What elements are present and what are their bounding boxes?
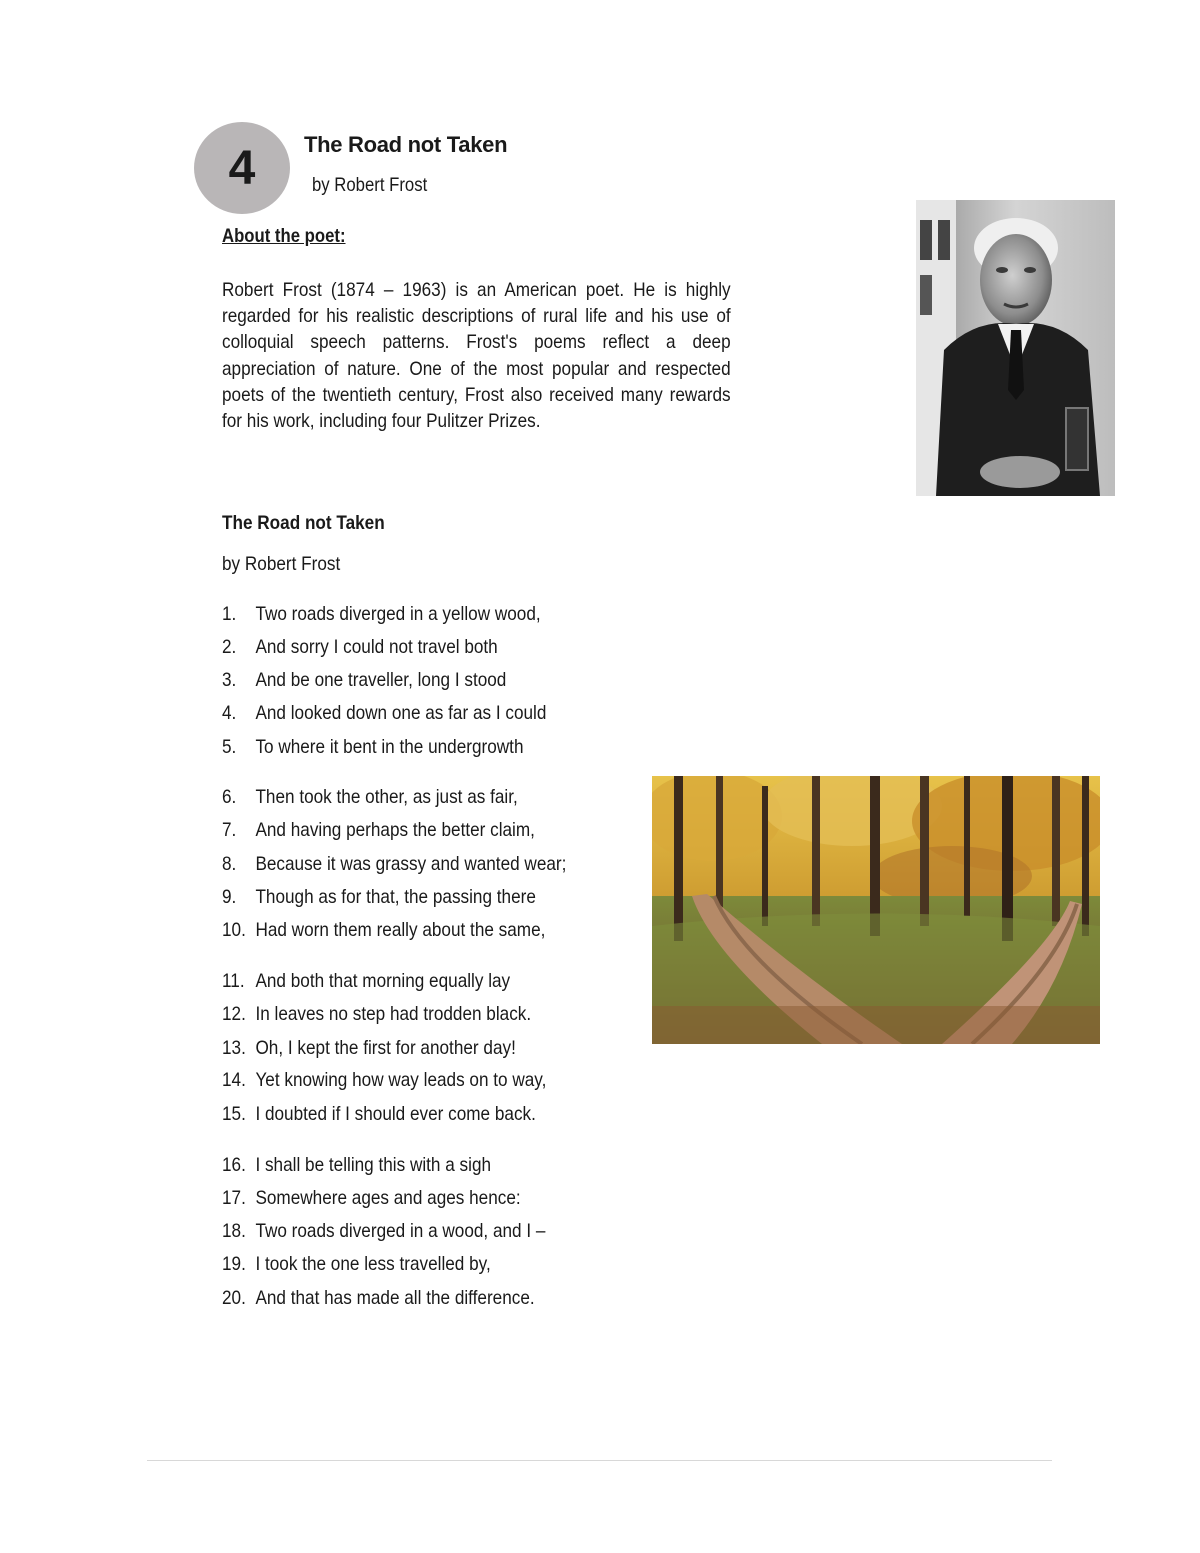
line-number: 4. bbox=[222, 702, 237, 724]
line-text: And having perhaps the better claim, bbox=[255, 819, 535, 841]
lesson-number-badge: 4 bbox=[194, 122, 290, 214]
poem-line bbox=[222, 853, 566, 876]
poem-line bbox=[222, 1003, 531, 1026]
line-text: I doubted if I should ever come back. bbox=[255, 1103, 536, 1125]
poem-line bbox=[222, 1287, 535, 1310]
line-number: 7. bbox=[222, 819, 237, 841]
poem-line bbox=[222, 1253, 491, 1276]
line-number: 17. bbox=[222, 1187, 246, 1209]
line-text: In leaves no step had trodden black. bbox=[255, 1003, 532, 1025]
poem-author: by Robert Frost bbox=[222, 553, 341, 575]
line-number: 12. bbox=[222, 1003, 246, 1025]
line-number: 3. bbox=[222, 669, 237, 691]
line-text: Though as for that, the passing there bbox=[255, 886, 536, 908]
line-number: 14. bbox=[222, 1069, 246, 1091]
line-text: I took the one less travelled by, bbox=[255, 1253, 491, 1275]
poem-line bbox=[222, 669, 506, 692]
poem-line bbox=[222, 1037, 516, 1060]
line-number: 15. bbox=[222, 1103, 246, 1125]
poem-line bbox=[222, 1187, 521, 1210]
line-text: And looked down one as far as I could bbox=[255, 702, 547, 724]
line-text: Somewhere ages and ages hence: bbox=[255, 1187, 521, 1209]
poem-title: The Road not Taken bbox=[222, 512, 385, 534]
poem-line bbox=[222, 603, 541, 626]
poem-line bbox=[222, 886, 536, 909]
line-number: 2. bbox=[222, 636, 237, 658]
line-text: And be one traveller, long I stood bbox=[255, 669, 507, 691]
poem-line bbox=[222, 786, 518, 809]
line-number: 19. bbox=[222, 1253, 246, 1275]
line-number: 13. bbox=[222, 1037, 246, 1059]
poem-line bbox=[222, 1154, 491, 1177]
line-number: 16. bbox=[222, 1154, 246, 1176]
poem-line bbox=[222, 702, 546, 725]
line-text: Oh, I kept the first for another day! bbox=[255, 1037, 516, 1059]
line-number: 10. bbox=[222, 919, 246, 941]
line-number: 18. bbox=[222, 1220, 246, 1242]
line-text: And both that morning equally lay bbox=[255, 970, 511, 992]
line-text: And sorry I could not travel both bbox=[255, 636, 498, 658]
poet-photo bbox=[916, 200, 1115, 496]
poem-line bbox=[222, 970, 510, 993]
poem-line bbox=[222, 1103, 536, 1126]
line-number: 8. bbox=[222, 853, 237, 875]
line-number: 6. bbox=[222, 786, 237, 808]
line-text: I shall be telling this with a sigh bbox=[255, 1154, 492, 1176]
line-text: Yet knowing how way leads on to way, bbox=[255, 1069, 547, 1091]
poem-line bbox=[222, 819, 535, 842]
line-number: 20. bbox=[222, 1287, 246, 1309]
poem-line bbox=[222, 636, 498, 659]
line-text: Then took the other, as just as fair, bbox=[255, 786, 518, 808]
poem-line bbox=[222, 1220, 545, 1243]
line-text: Because it was grassy and wanted wear; bbox=[255, 853, 567, 875]
line-text: Two roads diverged in a wood, and I – bbox=[255, 1220, 546, 1242]
line-text: Had worn them really about the same, bbox=[255, 919, 546, 941]
line-text: And that has made all the difference. bbox=[255, 1287, 535, 1309]
line-text: Two roads diverged in a yellow wood, bbox=[255, 603, 541, 625]
line-number: 5. bbox=[222, 736, 237, 758]
about-poet-text: Robert Frost (1874 – 1963) is an American poet. He is highly regarded for his realistic descriptions of rural life and his use of colloquial speech patterns. Frost's poems reflect a deep appreciation of nature. One of the most popular and respected poets of the twentieth century, Frost also received many rewards for his work, including four Pulitzer Prizes. bbox=[222, 279, 731, 433]
about-poet-heading: About the poet: bbox=[222, 226, 346, 247]
poem-line bbox=[222, 1069, 546, 1092]
line-number: 9. bbox=[222, 886, 237, 908]
line-number: 1. bbox=[222, 603, 237, 625]
line-number: 11. bbox=[222, 970, 245, 992]
page-author: by Robert Frost bbox=[312, 175, 428, 196]
diverging-roads-photo bbox=[652, 776, 1100, 1044]
line-text: To where it bent in the undergrowth bbox=[255, 736, 524, 758]
poem-line bbox=[222, 736, 523, 759]
poem-line bbox=[222, 919, 545, 942]
footer-rule bbox=[147, 1460, 1052, 1461]
page-title: The Road not Taken bbox=[304, 132, 508, 157]
